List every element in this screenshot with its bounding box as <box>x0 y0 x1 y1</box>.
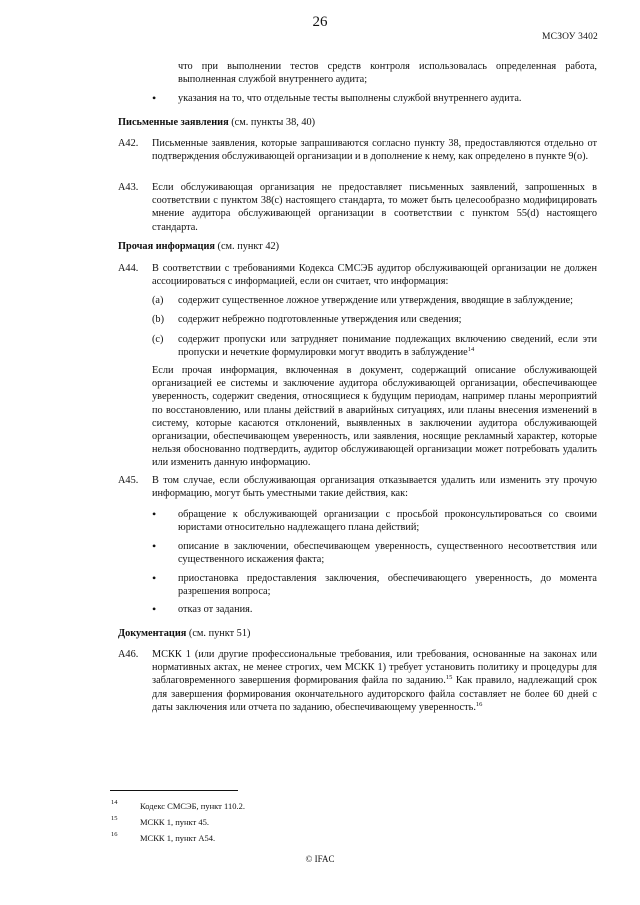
list-item-text: содержит пропуски или затрудняет понимание подлежащих включению сведений, если эти пропуски и нечеткие формулировки могут вводить в заблуждение$^{14}$ <box>178 334 597 359</box>
a45-bullet-text: описание в заключении, обеспечивающем уверенность, существенного несоответствия или существенного искажения факта; <box>178 541 597 566</box>
section-heading-other-information: Прочая информация (см. пункт 42) <box>118 241 280 252</box>
paragraph-number: A46. <box>118 649 139 660</box>
footnote-ref: 16 <box>475 700 483 708</box>
paragraph-number: A43. <box>118 182 139 193</box>
a45-bullet-text: приостановка предоставления заключения, обеспечивающего уверенность, до момента разрешения вопроса; <box>178 573 597 598</box>
paragraph-a44: В соответствии с требованиями Кодекса СМСЭБ аудитор обслуживающей организации не должен ассоциироваться с информацией, если он считает, что информация: <box>152 263 597 288</box>
footnote-ref: 15 <box>445 674 453 682</box>
list-item-text: содержит небрежно подготовленные утверждения или сведения; <box>178 314 462 325</box>
intro-bullet-text: указания на то, что отдельные тесты выполнены службой внутреннего аудита. <box>178 93 522 104</box>
list-item-label: (b) <box>152 314 165 325</box>
section-heading-written-representations: Письменные заявления (см. пункты 38, 40) <box>118 117 316 128</box>
footnote-text: МСКК 1, пункт A54. <box>140 833 216 843</box>
section-heading-documentation: Документация (см. пункт 51) <box>118 628 251 639</box>
footnote-divider <box>110 790 238 791</box>
paragraph-a45: В том случае, если обслуживающая организация отказывается удалить или изменить эту прочую информацию, могут быть уместными такие действия, как: <box>152 475 597 500</box>
list-item-label: (c) <box>152 334 164 345</box>
bullet-marker: • <box>152 507 157 521</box>
intro-continuation: что при выполнении тестов средств контроля использовалась определенная работа, выполненная службой внутреннего аудита; <box>178 61 597 86</box>
a45-bullet-text: отказ от задания. <box>178 604 253 615</box>
bullet-marker: • <box>152 602 157 616</box>
footnote-number: 15 <box>111 815 118 822</box>
bullet-marker: • <box>152 91 157 105</box>
footnote-text: МСКК 1, пункт 45. <box>140 817 210 827</box>
footnote-text: Кодекс СМСЭБ, пункт 110.2. <box>140 801 245 811</box>
footnote-number: 14 <box>111 799 118 806</box>
bullet-marker: • <box>152 539 157 553</box>
copyright-footer: © IFAC <box>305 854 335 864</box>
bullet-marker: • <box>152 571 157 585</box>
paragraph-a44-follow: Если прочая информация, включенная в документ, содержащий описание обслуживающей организацией ее системы и заключение аудитора обслуживающей организации, обеспечивающее уверенность, содержит сведения, относящиеся к будущим периодам, например планы мероприятий по восстановлению, или планы действий в аварийных ситуациях, или планы внесения изменений в систему, которые касаются отклонений, выявленных в заключении аудитора обслуживающей организации, обеспечивающем уверенность, или заявления, носящие рекламный характер, которые нельзя обоснованно подтвердить, аудитор обслуживающей организации может потребовать удалить или изменить данную информацию. <box>152 365 597 469</box>
footnote-ref: 14 <box>467 346 475 354</box>
paragraph-a42: Письменные заявления, которые запрашиваются согласно пункту 38, предоставляются отдельно от подтверждения обслуживающей организации и в дополнение к нему, как определено в пункте 9(o). <box>152 138 597 163</box>
paragraph-number: A44. <box>118 263 139 274</box>
list-item-label: (a) <box>152 295 164 306</box>
list-item-text: содержит существенное ложное утверждение или утверждения, вводящие в заблуждение; <box>178 295 574 306</box>
paragraph-number: A42. <box>118 138 139 149</box>
paragraph-number: A45. <box>118 475 139 486</box>
a45-bullet-text: обращение к обслуживающей организации с просьбой проконсультироваться со своими юристами относительно надлежащего плана действий; <box>178 509 597 534</box>
document-code: МСЗОУ 3402 <box>542 32 598 42</box>
paragraph-a43: Если обслуживающая организация не предоставляет письменных заявлений, запрошенных в соответствии с пунктом 38(c) настоящего стандарта, то может быть целесообразно модифицировать мнение аудитора обслуживающей организации в соответствии с пунктом 55(d) настоящего стандарта. <box>152 182 597 233</box>
paragraph-a46: МСКК 1 (или другие профессиональные требования, или требования, основанные на законах или нормативных актах, не менее строгих, чем МСКК 1) требует установить политику и процедуры для заблаговременного завершения формирования файла по заданию.$^{15}$ Как правило, надлежащий срок для завершения формирования окончательного аудиторского файла составляет не более 60 дней с даты заключения или отчета по заданию, обеспечивающему уверенность.$^{16}$ <box>152 649 597 713</box>
page-number: 26 <box>312 14 328 30</box>
footnote-number: 16 <box>111 831 118 838</box>
